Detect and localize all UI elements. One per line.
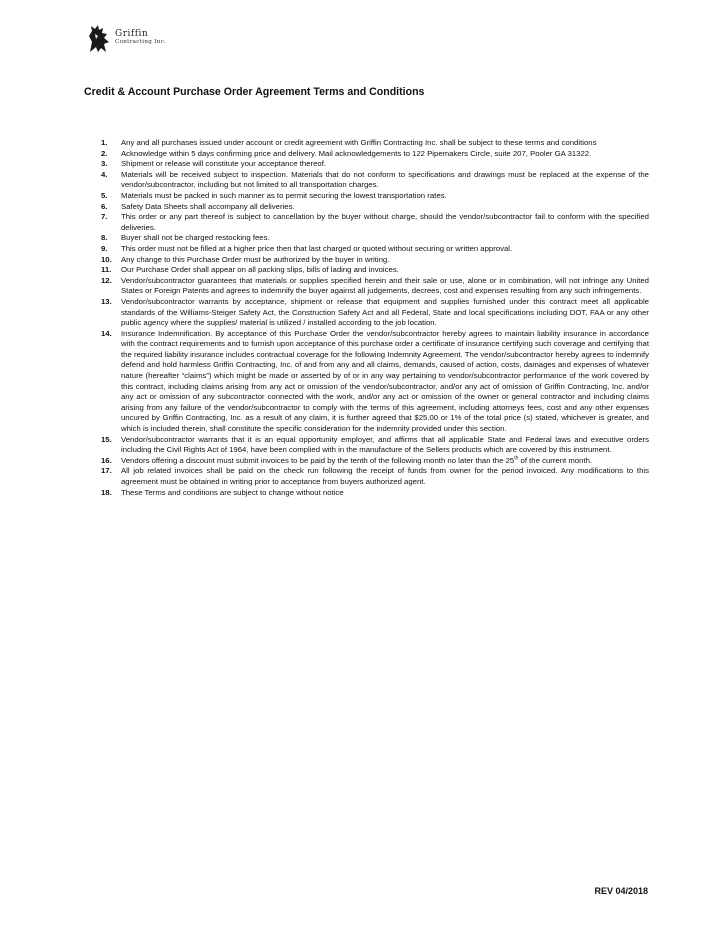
term-text: Materials must be packed in such manner as to permit securing the lowest transportation rates. [121,190,447,200]
term-number: 9. [101,243,108,253]
term-item [101,255,649,266]
term-item [101,276,649,297]
term-text: Vendors offering a discount must submit invoices to be paid by the tenth of the following month no later than the 25 [121,455,515,465]
term-item [101,138,649,149]
term-text: Shipment or release will constitute your acceptance thereof. [121,159,327,169]
term-item [101,149,649,160]
term-number: 13. [101,296,112,306]
term-number: 14. [101,328,112,338]
term-text: This order must not be filled at a higher price then that last charged or quoted without securing or written approval. [121,243,513,253]
ordinal-suffix: th [514,455,519,462]
term-number: 11. [101,265,112,275]
term-text: Safety Data Sheets shall accompany all deliveries. [121,201,295,211]
term-number: 5. [101,190,108,200]
term-text-continued: of the current month. [518,455,593,465]
term-number: 7. [101,212,108,222]
term-number: 18. [101,487,112,497]
term-item [101,202,649,213]
term-number: 6. [101,201,108,211]
term-item [101,170,649,191]
term-text: This order or any part thereof is subject to cancellation by the buyer without charge, should the vendor/subcontractor fail to conform with the specified deliveries. [121,212,649,232]
term-number: 15. [101,434,112,444]
term-text: Vendor/subcontractor warrants that it is an equal opportunity employer, and affirms that all applicable State and Federal laws and executive orders including the Civil Rights Act of 1964, have been complied with in the manufacture of the Sellers products which are covered by this instrument. [121,434,649,455]
logo-name: Griffin [115,29,149,40]
term-item [101,212,649,233]
term-item [101,159,649,170]
term-item [101,456,649,467]
term-item [101,297,649,329]
term-text: Any change to this Purchase Order must be authorized by the buyer in writing. [121,254,390,264]
term-item [101,191,649,202]
term-text: Any and all purchases issued under account or credit agreement with Griffin Contracting Inc. shall be subject to these terms and conditions [121,138,597,147]
revision-label: REV 04/2018 [594,886,648,896]
term-number: 2. [101,148,108,158]
term-item [101,329,649,435]
term-number: 1. [101,138,108,147]
company-logo [86,18,186,58]
griffin-logo-icon [86,22,112,54]
term-text: These Terms and conditions are subject to change without notice [121,487,344,497]
term-item [101,488,649,499]
term-text: All job related invoices shall be paid on the check run following the receipt of funds from owner for the period invoiced. Any modifications to this agreement must be obtained in writing prior to acceptance from buyers authorized agent. [121,466,649,486]
term-item [101,265,649,276]
term-text: Materials will be received subject to inspection. Materials that do not conform to specifications and drawings must be replaced at the expense of the vendor/subcontractor, including but not limited to all transportation charges. [121,169,649,190]
term-number: 3. [101,159,108,169]
term-number: 10. [101,254,112,264]
term-text: Insurance Indemnification. By acceptance of this Purchase Order the vendor/subcontractor hereby agrees to maintain liability insurance in accordance with the contract requirements and to furnish upon acceptance of this purchase order a certificate of insurance certifying such coverage and certifying that the required liability insurance includes contractual coverage for the following Indemnity Agreement. The vendor/subcontractor hereby agrees to indemnify defend and hold harmless Griffin Contracting, Inc. of and from any and all claims, demands, caused of action, costs, damages and expenses of whatever nature (hereafter “claims”) which might be made or asserted by of or in any way pertaining to vendor/subcontractor performance of the work covered by this contract, including claims arising from any act or omission of the vendor/subcontractor, and/or any act of omission of Griffin Contracting, Inc. and/or any act or omission of any subcontractor connected with the work, and/or any act or omission of the owner or general contractor and including claims arising from any failure of the vendor/subcontractor to comply with the terms of this agreement, including attorneys fees, cost and any other expenses uncured by Griffin Contracting, Inc. as a result of any claim, it is further agreed that $25.00 or 1% of the total price (s) stated, whichever is greater, and which is included therein, shall constitute the specific consideration for the indemnity provided under this section. [121,328,649,434]
document-title: Credit & Account Purchase Order Agreement Terms and Conditions [84,86,425,98]
term-text: Acknowledge within 5 days confirming price and delivery. Mail acknowledgements to 122 Pipemakers Circle, suite 207, Pooler GA 31322. [121,148,592,158]
term-item [101,435,649,456]
terms-list [101,138,649,498]
term-number: 17. [101,466,112,476]
term-text: Our Purchase Order shall appear on all packing slips, bills of lading and invoices. [121,265,399,275]
term-number: 8. [101,233,108,243]
term-number: 16. [101,455,112,465]
term-number: 4. [101,169,108,179]
term-text: Buyer shall not be charged restocking fees. [121,233,270,243]
logo-subtitle: Contracting Inc. [115,39,167,46]
term-item [101,233,649,244]
term-text: Vendor/subcontractor warrants by acceptance, shipment or release that equipment and supplies furnished under this contract meet all applicable standards of the Williams-Steiger Safety Act, the Construction Safety Act and all Federal, State and local specifications including DOT, FAA or any other public agency where the supplies/ material is utilized / installed according to the job location. [121,296,649,328]
term-text: Vendor/subcontractor guarantees that materials or supplies specified herein and their sale or use, alone or in combination, will not infringe any United States or Foreign Patents and agrees to indemnify the buyer against all judgements, decrees, cost and expenses resulting from any such infringements. [121,275,649,296]
term-item [101,466,649,487]
term-number: 12. [101,275,112,285]
term-item [101,244,649,255]
